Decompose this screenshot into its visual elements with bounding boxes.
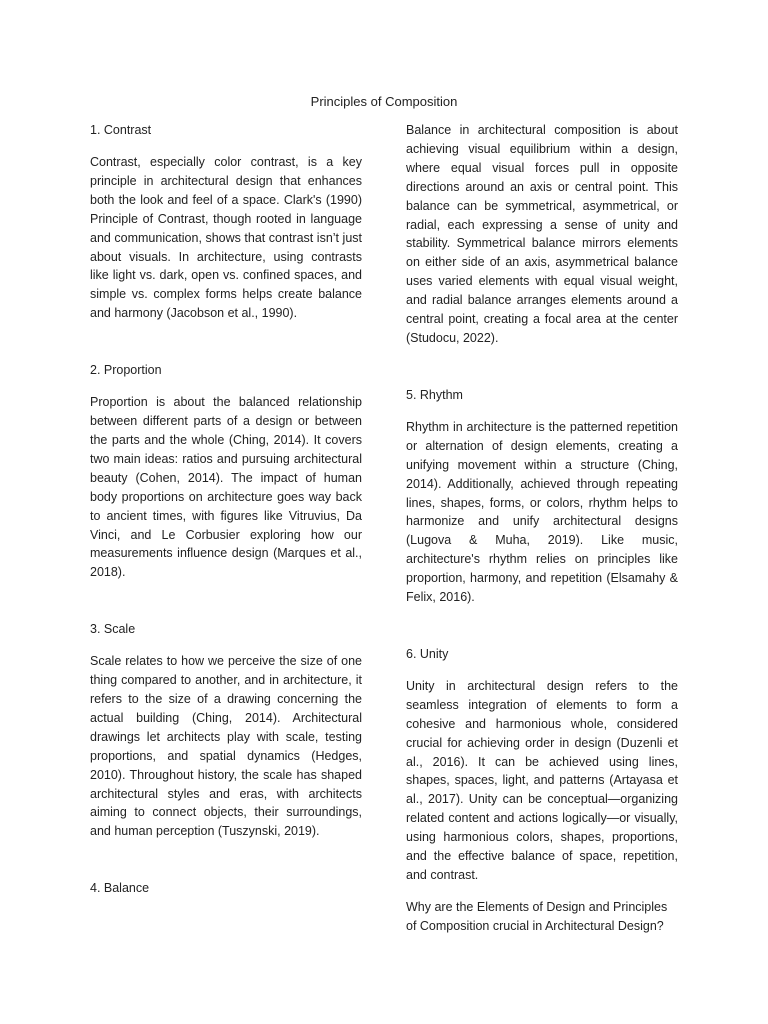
spacer: [406, 348, 678, 386]
paragraph-proportion: Proportion is about the balanced relationship between different parts of a design or between the parts and the whole (Ching, 2014). It covers two main ideas: ratios and pursuing architectural beauty (Cohen, 2014). The impact of human body proportions on architecture goes way back to ancient times, with figures like Vitruvius, Da Vinci, and Le Corbusier exploring how our measurements influence design (Marques et al., 2018).: [90, 395, 362, 580]
paragraph-contrast: Contrast, especially color contrast, is a key principle in architectural design that enhances both the look and feel of a space. Clark's (1990) Principle of Contrast, though rooted in language and communication, shows that contrast isn’t just about visuals. In architecture, using contrasts like light vs. dark, open vs. confined spaces, and simple vs. complex forms helps create balance and harmony (Jacobson et al., 1990).: [90, 155, 362, 321]
heading-contrast: 1. Contrast: [90, 123, 152, 137]
spacer: [406, 607, 678, 645]
spacer: [406, 885, 678, 898]
heading-unity: 6. Unity: [406, 646, 449, 661]
right-column: [406, 121, 678, 936]
heading-scale: 3. Scale: [90, 622, 136, 637]
paragraph-rhythm: Rhythm in architecture is the patterned repetition or alternation of design elements, creating a unifying movement within a structure (Ching, 2014). Additionally, achieved through repeating lines, shapes, forms, or colors, rhythm helps to harmonize and unify architectural designs (Lugova & Muha, 2019). Like music, architecture's rhythm relies on principles like proportion, harmony, and repetition (Elsamahy & Felix, 2016).: [406, 419, 678, 605]
left-column: [90, 121, 362, 911]
paragraph-balance: Balance in architectural composition is about achieving visual equilibrium within a design, where equal visual forces pull in opposite directions around an axis or central point. This balance can be symmetrical, asymmetrical, or radial, each expressing a sense of unity and stability. Symmetrical balance mirrors elements on either side of an axis, asymmetrical balance uses varied elements with equal visual weight, and radial balance arranges elements around a central point, creating a focal area at the center (Studocu, 2022).: [406, 123, 678, 345]
spacer: [90, 841, 362, 879]
paragraph-scale: Scale relates to how we perceive the size of one thing compared to another, and in architecture, it refers to the size of a drawing concerning the actual building (Ching, 2014). Architectural drawings let architects play with scale, testing proportions, and spatial dynamics (Hedges, 2010). Throughout history, the scale has shaped architectural styles and eras, with architects aiming to connect objects, their surroundings, and human perception (Tuszynski, 2019).: [90, 654, 362, 839]
heading-balance: 4. Balance: [90, 881, 150, 896]
spacer: [90, 323, 362, 361]
spacer: [90, 582, 362, 620]
heading-proportion: 2. Proportion: [90, 363, 162, 378]
paragraph-unity: Unity in architectural design refers to the seamless integration of elements to form a cohesive and harmonious whole, considered crucial for achieving order in design (Duzenli et al., 2016). It can be achieved using lines, shapes, spaces, light, and patterns (Artayasa et al., 2017). Unity can be conceptual—organizing related content and actions logically—or visually, using harmonious colors, shapes, proportions, and the effective balance of space, repetition, and contrast.: [406, 678, 678, 882]
heading-rhythm: 5. Rhythm: [406, 387, 463, 402]
closing-question: Why are the Elements of Design and Principles of Composition crucial in Architectural Design?: [406, 899, 668, 933]
page-title: Principles of Composition: [310, 94, 458, 109]
